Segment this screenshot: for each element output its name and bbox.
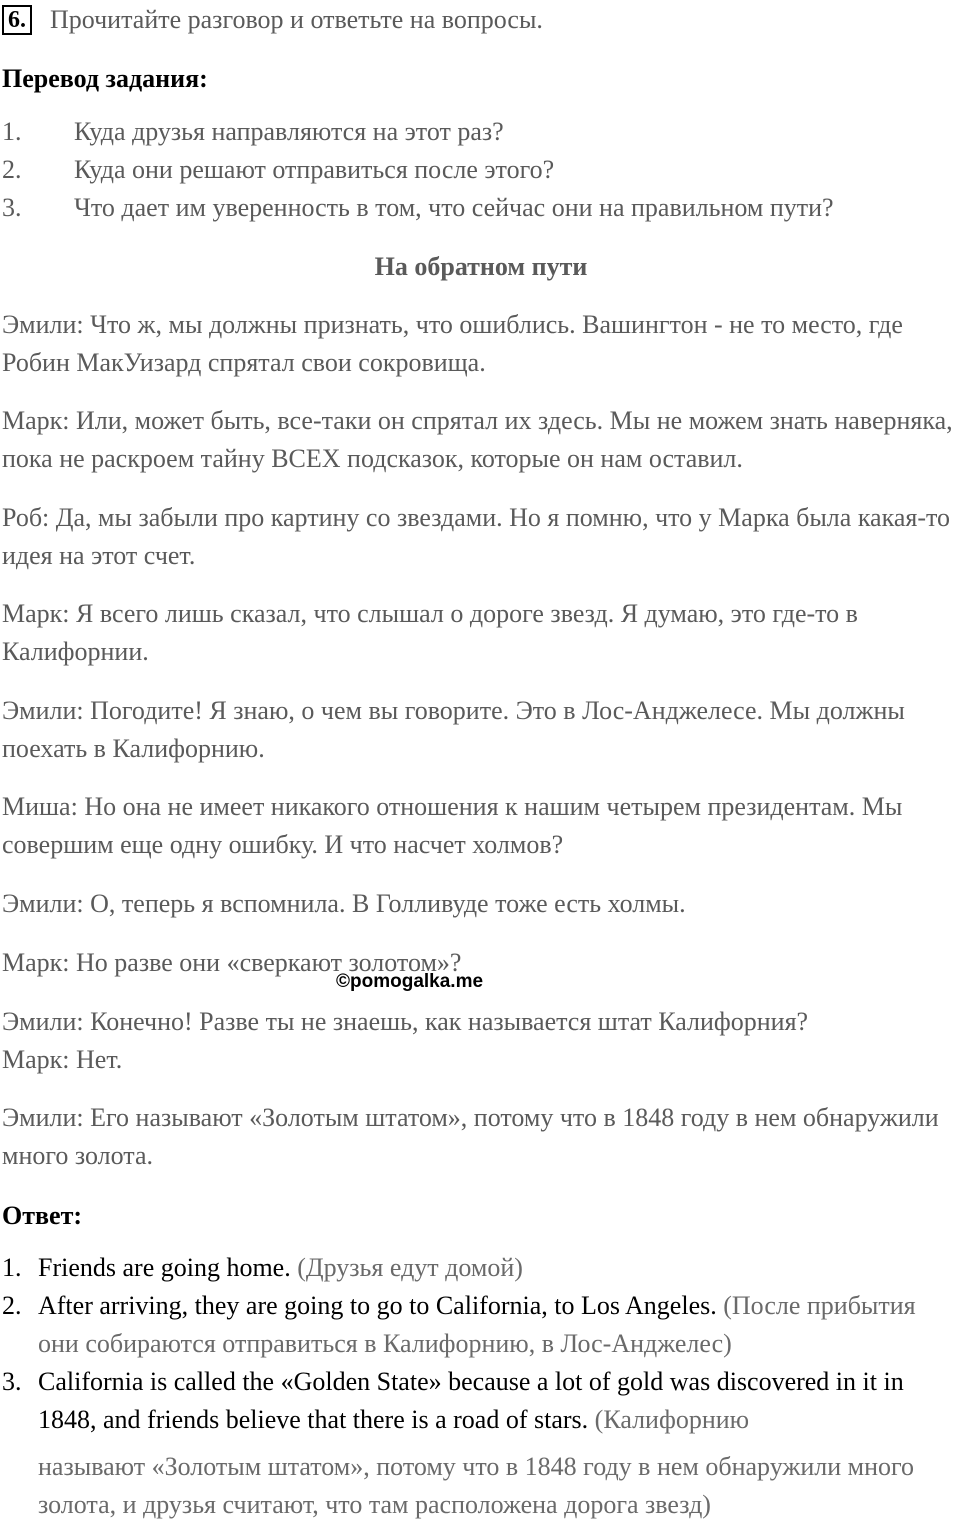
answer-number: 3.	[2, 1367, 22, 1396]
answer-item	[2, 1363, 960, 1439]
task-instruction: Прочитайте разговор и ответьте на вопросы.	[50, 5, 543, 34]
dialogue-line: Эмили: Погодите! Я знаю, о чем вы говорите. Это в Лос-Анджелесе. Мы должны поехать в Калифорнию.	[2, 696, 905, 763]
answer-list	[2, 1249, 960, 1439]
question-item	[2, 151, 834, 189]
answer-number: 1.	[2, 1253, 22, 1282]
dialogue-line: Марк: Или, может быть, все-таки он спрятал их здесь. Мы не можем знать наверняка, пока не раскроем тайну ВСЕХ подсказок, которые он нам оставил.	[2, 406, 953, 473]
answer-english: Friends are going home.	[38, 1253, 291, 1282]
dialogue-line: Эмили: Что ж, мы должны признать, что ошиблись. Вашингтон - не то место, где Робин МакУизард спрятал свои сокровища.	[2, 310, 903, 377]
answer-body	[38, 1249, 523, 1287]
dialogue-line: Миша: Но она не имеет никакого отношения к нашим четырем президентам. Мы совершим еще одну ошибку. И что насчет холмов?	[2, 792, 903, 859]
translation-heading: Перевод задания:	[2, 64, 208, 93]
question-number: 2.	[2, 155, 22, 184]
answer-body	[38, 1287, 960, 1363]
dialogue-line: Марк: Но разве они «сверкают золотом»?	[2, 948, 462, 977]
answer-item	[2, 1249, 960, 1287]
answer-russian: (Калифорнию	[594, 1405, 750, 1434]
question-item	[2, 113, 834, 151]
task-number-badge: 6.	[2, 5, 32, 35]
question-number: 1.	[2, 117, 22, 146]
question-text: Куда они решают отправиться после этого?	[74, 155, 555, 184]
question-item	[2, 189, 834, 227]
dialogue-line: Роб: Да, мы забыли про картину со звездами. Но я помню, что у Марка была какая-то идея на этот счет.	[2, 503, 951, 570]
answer-russian: (После прибытия они собираются отправиться в Калифорнию, в Лос-Анджелес)	[38, 1291, 916, 1358]
answer-number: 2.	[2, 1291, 22, 1320]
task-header	[2, 1, 543, 39]
dialogue-line: Эмили: Его называют «Золотым штатом», потому что в 1848 году в нем обнаружили много золота.	[2, 1103, 939, 1170]
answer-russian-continuation: называют «Золотым штатом», потому что в 1848 году в нем обнаружили много золота, и друзья считают, что там расположена дорога звезд)	[38, 1452, 915, 1519]
story-title: На обратном пути	[374, 252, 588, 281]
question-text: Куда друзья направляются на этот раз?	[74, 117, 504, 146]
answer-english: After arriving, they are going to go to California, to Los Angeles.	[38, 1291, 717, 1320]
watermark: ©pomogalka.me	[336, 971, 484, 992]
dialogue-line: Марк: Нет.	[2, 1045, 123, 1074]
dialogue-line: Марк: Я всего лишь сказал, что слышал о дороге звезд. Я думаю, это где-то в Калифорнии.	[2, 599, 858, 666]
dialogue-line: Эмили: Конечно! Разве ты не знаешь, как называется штат Калифорния?	[2, 1007, 809, 1036]
answer-russian: (Друзья едут домой)	[297, 1253, 523, 1282]
question-text: Что дает им уверенность в том, что сейчас они на правильном пути?	[74, 193, 834, 222]
answer-heading: Ответ:	[2, 1201, 83, 1230]
answer-body	[38, 1363, 960, 1439]
question-number: 3.	[2, 193, 22, 222]
answer-item	[2, 1287, 960, 1363]
question-list	[2, 113, 834, 227]
dialogue-line: Эмили: О, теперь я вспомнила. В Голливуде тоже есть холмы.	[2, 889, 686, 918]
answer-english: California is called the «Golden State» because a lot of gold was discovered in it in 1848, and friends believe that there is a road of stars.	[38, 1367, 904, 1434]
